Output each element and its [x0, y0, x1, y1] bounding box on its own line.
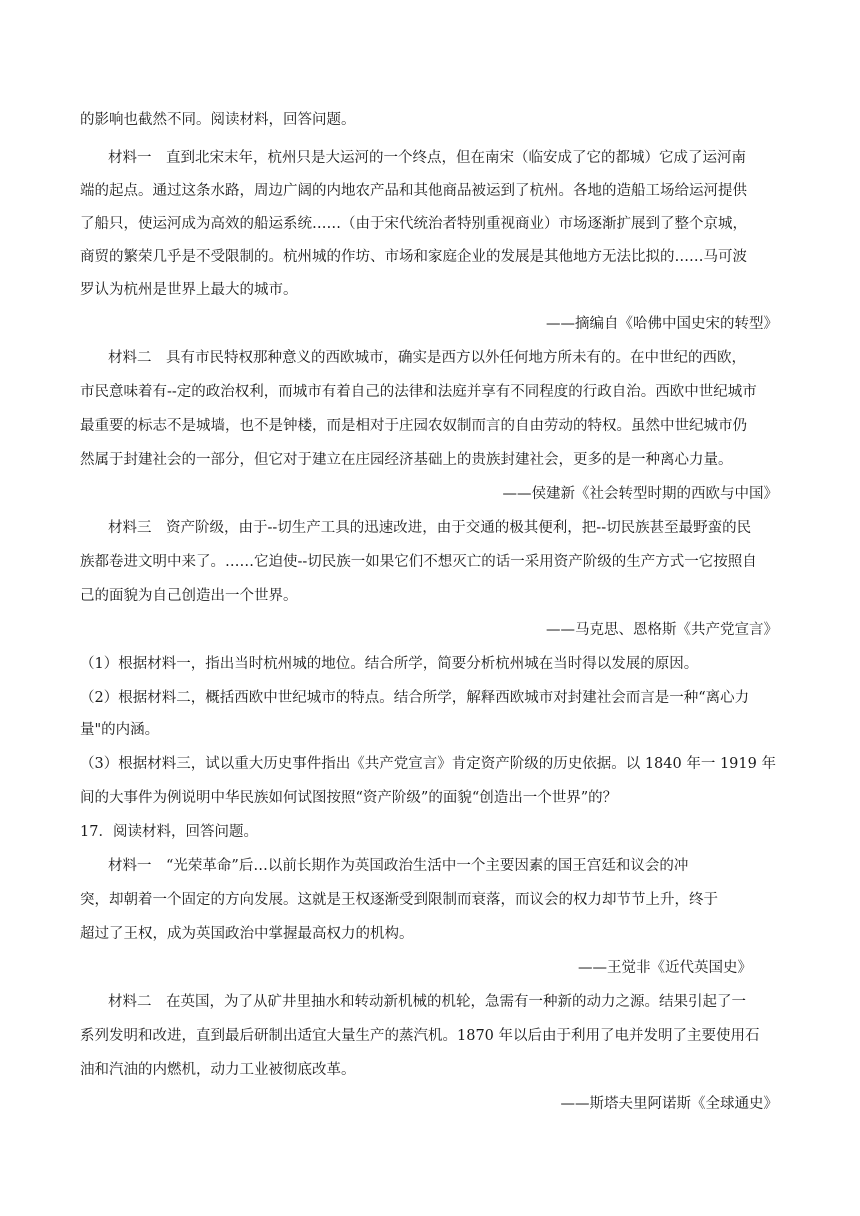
- q17-material-2-line: 材料二 在英国，为了从矿井里抽水和转动新机械的机轮，急需有一种新的动力之源。结果引起了一: [108, 994, 746, 1010]
- q17-material-2-line: 油和汽油的内燃机，动力工业被彻底改革。: [80, 1062, 356, 1078]
- q16-material-1-line: 端的起点。通过这条水路，周边广阔的内地农产品和其他商品被运到了杭州。各地的造船工场给运河提供: [80, 183, 747, 199]
- q16-material-2-line: 市民意味着有--定的政治权利，而城市有着自己的法律和法庭并享有不同程度的行政自治。西欧中世纪城市: [80, 384, 757, 400]
- q16-question-3-cont: 间的大事件为例说明中华民族如何试图按照“资产阶级”的面貌“创造出一个世界”的？: [80, 790, 618, 806]
- q16-material-1-line: 材料一 直到北宋末年，杭州只是大运河的一个终点，但在南宋（临安成了它的都城）它成了运河南: [108, 150, 746, 166]
- q17-material-1-line: 材料一 “光荣革命”后…以前长期作为英国政治生活中一个主要因素的国王宫廷和议会的冲: [108, 858, 689, 874]
- q17-material-2-source: ——斯塔夫里阿诺斯《全球通史》: [560, 1096, 778, 1112]
- q17-material-1-line: 突，却朝着一个固定的方向发展。这就是王权逐渐受到限制而衰落，而议会的权力却节节上升，终于: [80, 892, 718, 908]
- q16-material-3-line: 己的面貌为自己创造出一个世界。: [80, 588, 298, 604]
- q16-question-3: （3）根据材料三，试以重大历史事件指出《共产党宣言》肯定资产阶级的历史依据。以 1840 年一 1919 年: [80, 756, 776, 772]
- q17-material-2-line: 系列发明和改进，直到最后研制出适宜大量生产的蒸汽机。1870 年以后由于利用了电并发明了主要使用石: [80, 1028, 760, 1044]
- q16-material-2-line: 材料二 具有市民特权那种意义的西欧城市，确实是西方以外任何地方所未有的。在中世纪的西欧，: [108, 350, 746, 366]
- q16-question-2: （2）根据材料二，概括西欧中世纪城市的特点。结合所学，解释西欧城市对封建社会而言是一种“离心力: [80, 690, 750, 706]
- q17-material-1-line: 超过了王权，成为英国政治中掌握最高权力的机构。: [80, 926, 414, 942]
- q16-material-2-line: 然属于封建社会的一部分，但它对于建立在庄园经济基础上的贵族封建社会，更多的是一种离心力量。: [80, 452, 733, 468]
- q16-material-2-source: ——侯建新《社会转型时期的西欧与中国》: [502, 486, 778, 502]
- q16-material-1-line: 了船只，使运河成为高效的船运系统……（由于宋代统治者特别重视商业）市场逐渐扩展到了整个京城，: [80, 216, 747, 232]
- q17-heading: 17．阅读材料，回答问题。: [80, 824, 258, 840]
- q16-material-2-line: 最重要的标志不是城墙，也不是钟楼，而是相对于庄园农奴制而言的自由劳动的特权。虽然中世纪城市仍: [80, 418, 747, 434]
- q17-material-1-source: ——王觉非《近代英国史》: [578, 960, 752, 976]
- q16-material-3-line: 材料三 资产阶级，由于--切生产工具的迅速改进，由于交通的极其便利，把--切民族甚至最野蛮的民: [108, 520, 752, 536]
- q16-question-2-cont: 量"的内涵。: [80, 722, 160, 738]
- q16-question-1: （1）根据材料一，指出当时杭州城的地位。结合所学，简要分析杭州城在当时得以发展的原因。: [80, 656, 699, 672]
- q16-material-1-line: 罗认为杭州是世界上最大的城市。: [80, 282, 298, 298]
- q16-material-1-line: 商贸的繁荣几乎是不受限制的。杭州城的作坊、市场和家庭企业的发展是其他地方无法比拟的……马可波: [80, 249, 747, 265]
- q16-material-3-source: ——马克思、恩格斯《共产党宣言》: [546, 622, 778, 638]
- q16-material-3-line: 族都卷进文明中来了。……它迫使--切民族一如果它们不想灭亡的话一采用资产阶级的生产方式一它按照自: [80, 554, 757, 570]
- intro-tail: 的影响也截然不同。阅读材料，回答问题。: [80, 112, 356, 128]
- q16-material-1-source: ——摘编自《哈佛中国史宋的转型》: [546, 316, 778, 332]
